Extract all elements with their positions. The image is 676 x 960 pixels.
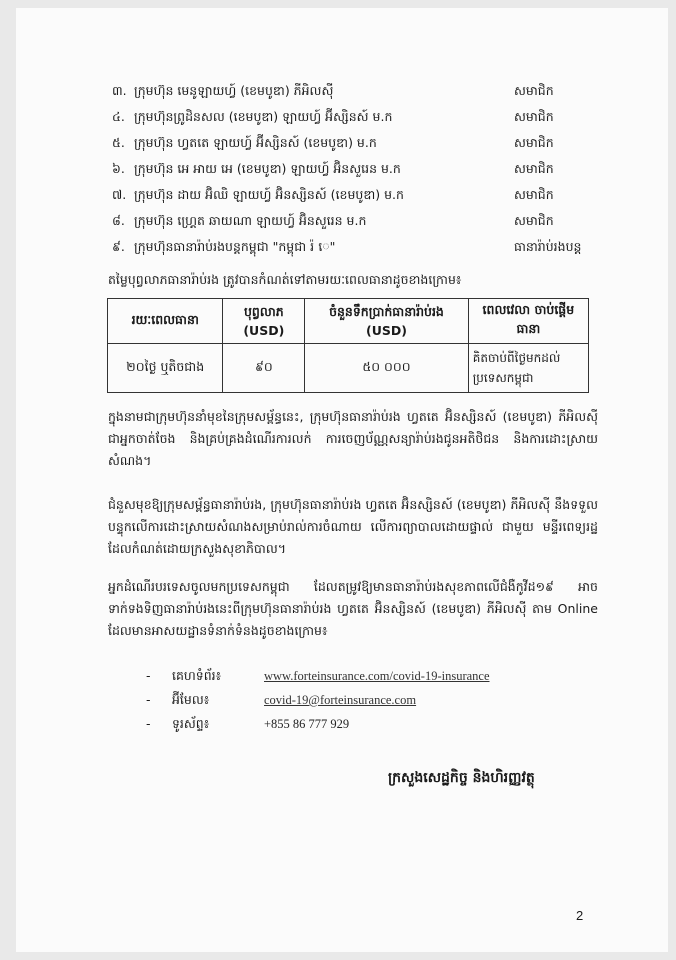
premium-intro: តម្លៃបុព្វលាភធានារ៉ាប់រង ត្រូវបានកំណត់ទៅតាមរយៈពេលធានាដូចខាងក្រោម៖ [108,272,462,287]
dash: - [146,668,151,683]
contact-list [146,664,546,736]
page-number: 2 [576,908,584,923]
header-sum-insured: ចំនួនទឹកប្រាក់ធានារ៉ាប់រង (USD) [305,299,469,344]
member-number: ៤. [112,109,125,124]
header-premium: បុព្វលាភ (USD) [223,299,305,344]
contact-label: អ៊ីមែល៖ [172,692,210,707]
member-row [112,78,612,104]
member-number: ៩. [112,239,125,254]
member-row [112,104,612,130]
member-row [112,130,612,156]
member-row [112,234,612,260]
dash: - [146,716,151,731]
member-number: ៣. [112,83,127,98]
contact-website [146,664,546,688]
cell-start-time: គិតចាប់ពីថ្ងៃមកដល់ ប្រទេសកម្ពុជា [468,344,588,393]
member-role: សមាជិក [514,161,554,176]
member-row [112,156,612,182]
member-name: ក្រុមហ៊ុន ហ្វតតេ ឡាយហ្វ៍ អ៊ីស្សិនស៍ (ខេមបូឌា) ម.ក [134,135,377,150]
member-name: ក្រុមហ៊ុនធានារ៉ាប់រងបន្តកម្ពុជា "កម្ពុជា រ៉ េ" [134,239,336,254]
contact-label: ទូរស័ព្ទ៖ [172,716,210,731]
cell-premium: ៩០ [223,344,305,393]
member-name: ក្រុមហ៊ុន ដាយ អ៊ិឈិ ឡាយហ្វ៍ អ៊ិនស្សិនស៍ (ខេមបូឌា) ម.ក [134,187,404,202]
member-name: ក្រុមហ៊ុនព្រូដិនសល (ខេមបូឌា) ឡាយហ្វ៍ អ៊ីស្សិនស៍ ម.ក [134,109,393,124]
member-number: ៦. [112,161,125,176]
paragraph-online-purchase: អ្នកដំណើរបរទេសចូលមកប្រទេសកម្ពុជា ដែលតម្រូវឱ្យមានធានារ៉ាប់រងសុខភាពលើជំងឺកូវីដ១៩ អាចទាក់ទងទិញធានារ៉ាប់រងនេះពីក្រុមហ៊ុនធានារ៉ាប់រង ហ្វតតេ អ៊ិនស្សិនស៍ (ខេមបូឌា) ភីអិលស៊ី តាម Online ដែលមានអាសយដ្ឋានទំនាក់ទំនងដូចខាងក្រោម៖ [108,579,598,638]
cell-sum-insured: ៥០ ០០០ [305,344,469,393]
member-role: សមាជិក [514,135,554,150]
member-list [112,78,612,260]
contact-email [146,688,546,712]
email-link[interactable]: covid-19@forteinsurance.com [264,693,417,707]
member-name: ក្រុមហ៊ុន មេនូឡាយហ្វ៍ (ខេមបូឌា) ភីអិលស៊ី [134,83,334,98]
header-period: រយៈពេលធានា [108,299,223,344]
member-role: សមាជិក [514,187,554,202]
table-row [108,344,589,393]
document-page [16,8,668,952]
member-row [112,182,612,208]
member-role: ធានារ៉ាប់រងបន្ត [514,239,582,254]
member-number: ៨. [112,213,125,228]
table-header-row [108,299,589,344]
dash: - [146,692,151,707]
contact-phone [146,712,546,736]
member-name: ក្រុមហ៊ុន ហ្គ្រេត ឆាយណា ឡាយហ្វ៍ អ៊ិនសួរេន ម.ក [134,213,367,228]
ministry-signature: ក្រសួងសេដ្ឋកិច្ច និងហិរញ្ញវត្ថុ [388,770,535,786]
premium-table [107,298,589,393]
member-row [112,208,612,234]
paragraph-claims: ជំនួសមុខឱ្យក្រុមសម្ព័ន្ធធានារ៉ាប់រង, ក្រុមហ៊ុនធានារ៉ាប់រង ហ្វតតេ អ៊ិនស្សិនស៍ (ខេមបូឌា) ភីអិលស៊ី នឹងទទួលបន្ទុកលើការដោះស្រាយសំណងសម្រាប់រាល់ការចំណាយ លើការព្យាបាលដោយផ្ទាល់ ជាមួយ មន្ទីរពេទ្យរដ្ឋដែលកំណត់ដោយក្រសួងសុខាភិបាល។ [108,497,598,556]
member-number: ៥. [112,135,125,150]
member-role: សមាជិក [514,213,554,228]
member-role: សមាជិក [514,109,554,124]
website-link[interactable]: www.forteinsurance.com/covid-19-insurance [264,669,490,683]
paragraph-lead-insurer: ក្នុងនាមជាក្រុមហ៊ុននាំមុខនៃក្រុមសម្ព័ន្ធនេះ, ក្រុមហ៊ុនធានារ៉ាប់រង ហ្វតតេ អ៊ិនស្សិនស៍ (ខេមបូឌា) ភីអិលស៊ី ជាអ្នកចាត់ចែង និងគ្រប់គ្រងដំណើរការលក់ ការចេញប័ណ្ណសន្យារ៉ាប់រងជូនអតិថិជន និងការដោះស្រាយសំណង។ [108,409,598,468]
phone-number: +855 86 777 929 [264,717,350,731]
member-name: ក្រុមហ៊ុន អេ អាយ អេ (ខេមបូឌា) ឡាយហ្វ៍ អ៊ិនសួរេន ម.ក [134,161,401,176]
member-number: ៧. [112,187,127,202]
cell-period: ២០ថ្ងៃ ឬតិចជាង [108,344,223,393]
contact-label: គេហទំព័រ៖ [172,668,222,683]
header-start-time: ពេលវេលា ចាប់ផ្តើមធានា [468,299,588,344]
member-role: សមាជិក [514,83,554,98]
